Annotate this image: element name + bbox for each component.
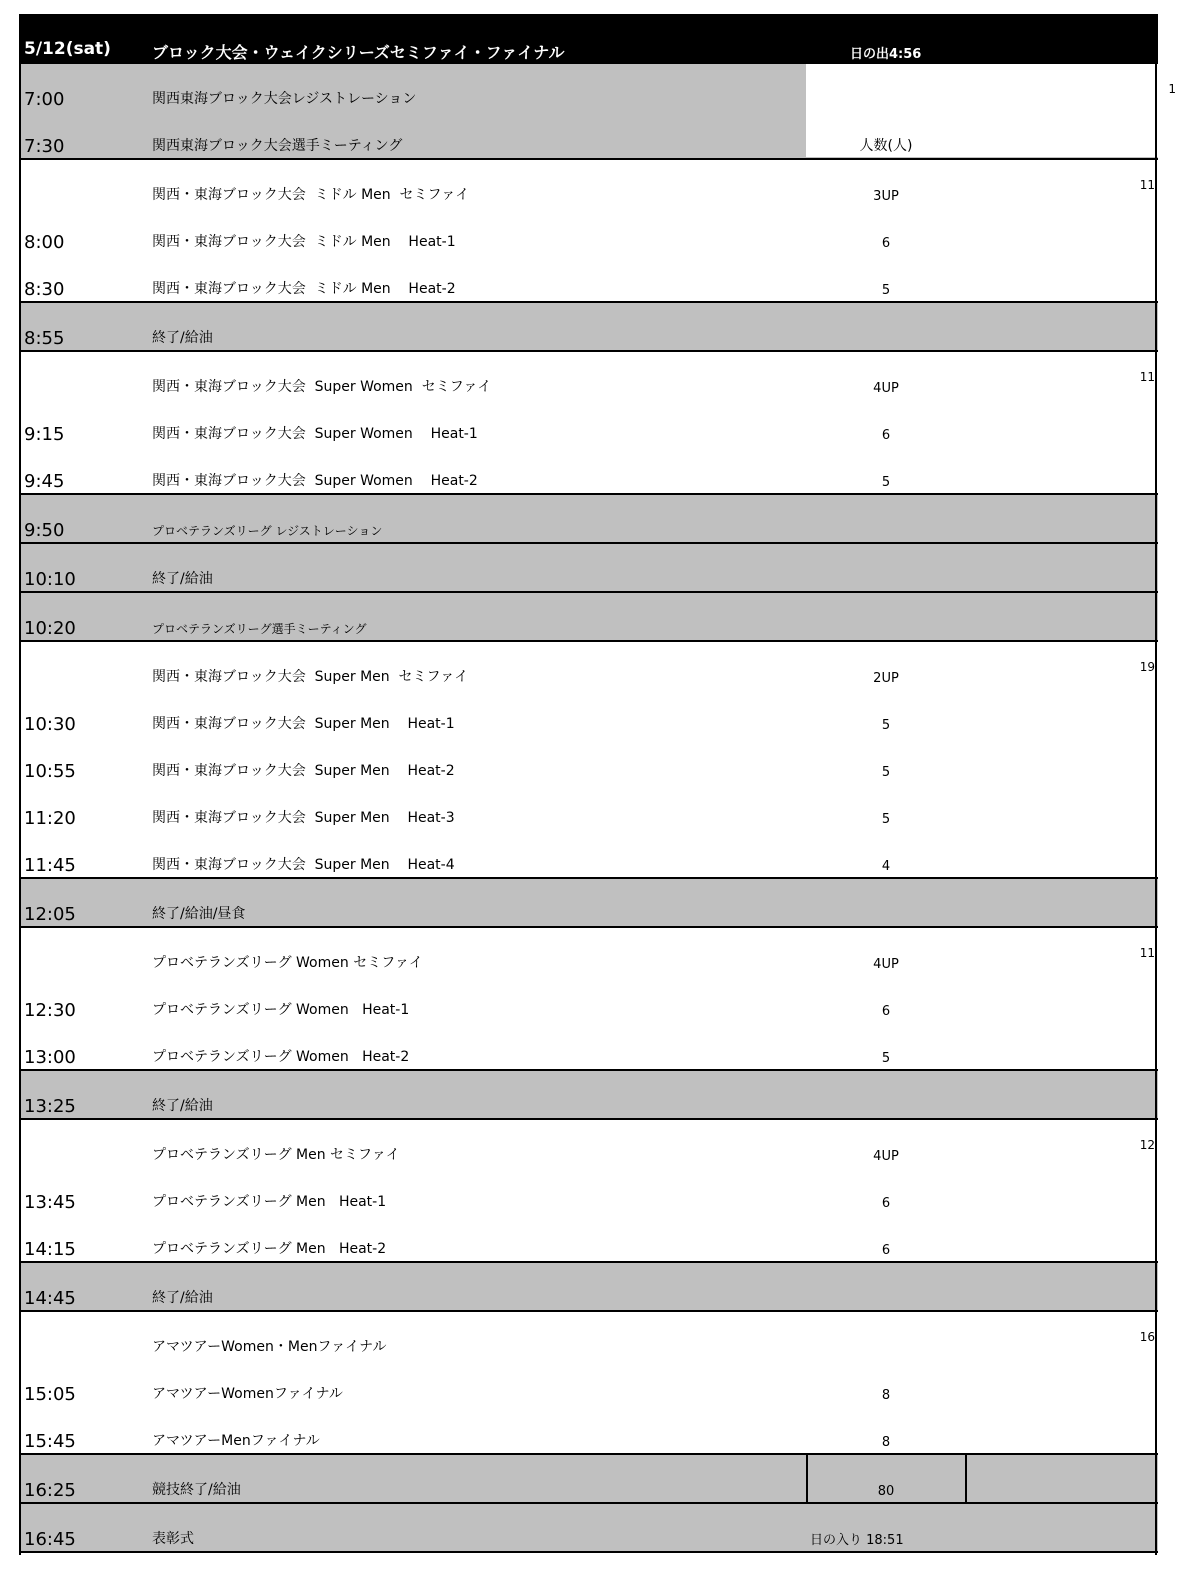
schedule-row	[20, 1120, 1158, 1167]
schedule-row	[20, 1214, 1158, 1261]
row-time: 7:30	[24, 136, 65, 157]
side-number: 16	[1139, 1330, 1155, 1344]
row-time: 8:00	[24, 232, 65, 253]
row-label: 関西東海ブロック大会レジストレーション	[152, 91, 417, 107]
row-count: 4UP	[873, 957, 899, 972]
row-label: 関西・東海ブロック大会 Super Women Heat-2	[152, 473, 478, 489]
schedule-row	[20, 1406, 1158, 1453]
schedule-row	[20, 1263, 1158, 1310]
row-count: 3UP	[873, 189, 899, 204]
row-time: 9:50	[24, 520, 65, 541]
schedule-row	[20, 207, 1158, 254]
row-label: プロベテランズリーグ Women セミファイ	[152, 955, 423, 971]
row-count: 6	[881, 236, 891, 251]
schedule-row	[20, 160, 1158, 207]
row-time: 10:20	[24, 618, 76, 639]
side-number: 12	[1139, 1138, 1155, 1152]
schedule-row	[20, 303, 1158, 350]
row-label: 終了/給油	[152, 1290, 213, 1306]
row-count: 8	[881, 1388, 891, 1403]
schedule-row	[20, 544, 1158, 591]
row-label: 終了/給油	[152, 571, 213, 587]
row-count: 6	[881, 1004, 891, 1019]
schedule-row	[20, 1455, 1158, 1502]
block-pro-women	[20, 928, 1158, 1071]
row-count: 5	[881, 765, 891, 780]
row-time: 8:30	[24, 279, 65, 300]
row-time: 13:45	[24, 1192, 76, 1213]
schedule-row	[20, 736, 1158, 783]
block-break	[20, 879, 1158, 928]
schedule-row	[20, 352, 1158, 399]
row-label: プロベテランズリーグ Men Heat-2	[152, 1241, 387, 1257]
row-label: 終了/給油	[152, 330, 213, 346]
row-time: 9:45	[24, 471, 65, 492]
schedule-sheet	[20, 14, 1176, 1553]
block-pro-men	[20, 1120, 1158, 1263]
row-count: 5	[881, 812, 891, 827]
row-label: 関西東海ブロック大会選手ミーティング	[152, 138, 403, 154]
block-amateur-final	[20, 1312, 1158, 1455]
row-time: 14:15	[24, 1239, 76, 1260]
row-count: 5	[881, 718, 891, 733]
row-time: 9:15	[24, 424, 65, 445]
row-label: 関西・東海ブロック大会 Super Women セミファイ	[152, 379, 492, 395]
block-super-women	[20, 352, 1158, 495]
row-time: 10:30	[24, 714, 76, 735]
schedule-row	[20, 642, 1158, 689]
side-number: 11	[1139, 370, 1155, 384]
schedule-row	[20, 879, 1158, 926]
block-middle-men	[20, 160, 1158, 303]
side-number: 11	[1139, 946, 1155, 960]
side-number: 1	[1168, 82, 1176, 96]
sunset-time: 日の入り 18:51	[810, 1533, 904, 1548]
row-label: プロベテランズリーグ レジストレーション	[152, 524, 383, 538]
row-count: 4	[881, 859, 891, 874]
row-label: 関西・東海ブロック大会 ミドル Men セミファイ	[152, 187, 470, 203]
block-break	[20, 1263, 1158, 1312]
schedule-row	[20, 1167, 1158, 1214]
schedule-row	[20, 399, 1158, 446]
row-label: プロベテランズリーグ Women Heat-2	[152, 1049, 410, 1065]
row-time: 13:25	[24, 1096, 76, 1117]
header-title: ブロック大会・ウェイクシリーズセミファイ・ファイナル	[152, 43, 565, 62]
row-label: 競技終了/給油	[152, 1482, 241, 1498]
schedule-row	[20, 495, 1158, 542]
schedule-row	[20, 1022, 1158, 1069]
schedule-row	[20, 446, 1158, 493]
row-time: 11:20	[24, 808, 76, 829]
schedule-row	[20, 64, 1158, 111]
row-label: 関西・東海ブロック大会 Super Men セミファイ	[152, 669, 469, 685]
row-time: 14:45	[24, 1288, 76, 1309]
schedule-row	[20, 689, 1158, 736]
row-count: 8	[881, 1435, 891, 1450]
block-pro-meeting	[20, 593, 1158, 642]
row-time: 8:55	[24, 328, 65, 349]
row-label: 関西・東海ブロック大会 Super Women Heat-1	[152, 426, 478, 442]
row-time: 10:55	[24, 761, 76, 782]
block-award-ceremony	[20, 1504, 1158, 1553]
row-count: 5	[881, 1051, 891, 1066]
row-label: アマツアーWomenファイナル	[152, 1386, 343, 1402]
row-label: 関西・東海ブロック大会 ミドル Men Heat-1	[152, 234, 456, 250]
row-time: 12:05	[24, 904, 76, 925]
block-super-men	[20, 642, 1158, 879]
block-pro-registration	[20, 495, 1158, 544]
row-time: 15:05	[24, 1384, 76, 1405]
row-label: 終了/給油	[152, 1098, 213, 1114]
row-label: プロベテランズリーグ Men Heat-1	[152, 1194, 387, 1210]
schedule-row	[20, 783, 1158, 830]
row-count: 5	[881, 283, 891, 298]
schedule-header	[20, 14, 1158, 64]
row-label: プロベテランズリーグ Women Heat-1	[152, 1002, 410, 1018]
row-label: アマツアーWomen・Menファイナル	[152, 1339, 387, 1355]
schedule-row	[20, 1071, 1158, 1118]
header-date: 5/12(sat)	[24, 39, 111, 59]
side-number: 19	[1139, 660, 1155, 674]
row-time: 13:00	[24, 1047, 76, 1068]
row-time: 7:00	[24, 89, 65, 110]
row-count: 5	[881, 475, 891, 490]
row-label: プロベテランズリーグ選手ミーティング	[152, 622, 367, 636]
row-count: 4UP	[873, 1149, 899, 1164]
block-competition-end	[20, 1455, 1158, 1504]
row-label: 関西・東海ブロック大会 ミドル Men Heat-2	[152, 281, 456, 297]
row-label: 関西・東海ブロック大会 Super Men Heat-1	[152, 716, 455, 732]
sunrise-time: 日の出4:56	[850, 47, 922, 62]
row-count: 6	[881, 1243, 891, 1258]
schedule-row	[20, 593, 1158, 640]
row-count: 4UP	[873, 381, 899, 396]
schedule-row	[20, 111, 1158, 158]
row-time: 16:25	[24, 1480, 76, 1501]
row-count: 6	[881, 1196, 891, 1211]
block-registration	[20, 64, 1176, 160]
block-break	[20, 544, 1158, 593]
row-label: 関西・東海ブロック大会 Super Men Heat-3	[152, 810, 455, 826]
schedule-row	[20, 830, 1158, 877]
row-time: 12:30	[24, 1000, 76, 1021]
schedule-row	[20, 254, 1158, 301]
row-label: プロベテランズリーグ Men セミファイ	[152, 1147, 400, 1163]
row-label: 終了/給油/昼食	[152, 906, 246, 922]
row-count: 2UP	[873, 671, 899, 686]
row-label: 表彰式	[152, 1531, 194, 1547]
row-time: 16:45	[24, 1529, 76, 1550]
side-number: 11	[1139, 178, 1155, 192]
row-count: 6	[881, 428, 891, 443]
schedule-row	[20, 928, 1158, 975]
schedule-row	[20, 975, 1158, 1022]
row-label: アマツアーMenファイナル	[152, 1433, 320, 1449]
row-label: 関西・東海ブロック大会 Super Men Heat-4	[152, 857, 455, 873]
block-break	[20, 1071, 1158, 1120]
row-time: 11:45	[24, 855, 76, 876]
row-label: 関西・東海ブロック大会 Super Men Heat-2	[152, 763, 455, 779]
schedule-row	[20, 1312, 1158, 1359]
block-break	[20, 303, 1158, 352]
schedule-row	[20, 1359, 1158, 1406]
total-count: 80	[877, 1484, 895, 1499]
count-header-label: 人数(人)	[859, 138, 913, 154]
schedule-row	[20, 1504, 1158, 1551]
row-time: 10:10	[24, 569, 76, 590]
row-time: 15:45	[24, 1431, 76, 1452]
